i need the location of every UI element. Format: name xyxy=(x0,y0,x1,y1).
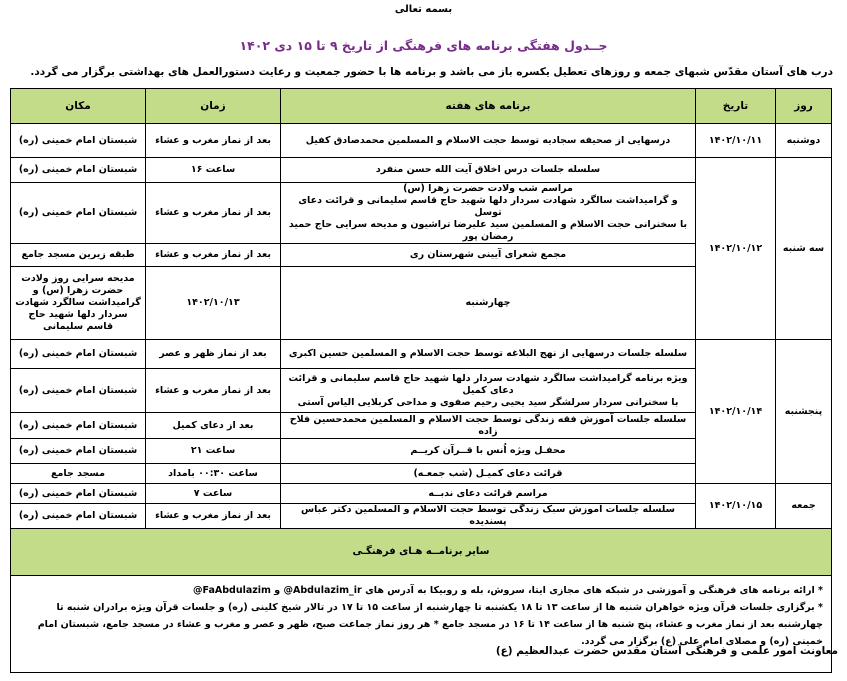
program-cell: محفـل ویژه اُنس با قــرآن کریــم xyxy=(281,439,696,464)
intro-text: درب های آستان مقدّس شبهای جمعه و روزهای تعطیل یکسره باز می باشد و برنامه ها با حضور جمعیت و رعایت دستورالعمل های بهداشتی برگزار می گردد. xyxy=(30,66,833,78)
place-cell: شبستان امام خمینی (ره) xyxy=(11,183,146,244)
time-cell: بعد از دعای کمیل xyxy=(146,413,281,439)
date-cell: ۱۴۰۲/۱۰/۱۵ xyxy=(696,484,776,529)
program-line: مراسم شب ولادت حضرت زهرا (س) xyxy=(403,183,573,194)
place-cell: شبستان امام خمینی (ره) xyxy=(11,413,146,439)
table-header-row xyxy=(11,89,832,124)
note-quran-sessions: * برگزاری جلسات قرآن ویژه خواهران شنبه ها از ساعت ۱۳ تا ۱۸ یکشنبه تا چهارشنبه از ساعت ۱۵ تا ۱۷ در تالار شیخ کلینی (ره) و جلسات قرآن ویژه برادران شنبه تا چهارشنبه بعد از نماز مغرب و عشاء، پنج شنبه ها از ساعت ۱۴ تا ۱۶ در مسجد جامع * هر روز نماز جماعت صبح، ظهر و عصر و مغرب و عشاء در مسجد جامع، شبستان امام خمینی (ره) و مصلای امام علی (ع) برگزار می گردد. xyxy=(37,602,823,647)
program-cell: سلسله جلسات آموزش فقه زندگی توسط حجت الاسلام و المسلمین محمدحسین فلاح زاده xyxy=(281,413,696,439)
handle-faabdulazim[interactable]: @FaAbdulazim xyxy=(193,585,271,596)
program-cell: درسهایی از صحیفه سجادیه توسط حجت الاسلام و المسلمین محمدصادق کفیل xyxy=(281,124,696,158)
place-cell: شبستان امام خمینی (ره) xyxy=(11,124,146,158)
program-cell: مدیحه سرایی روز ولادت حضرت زهرا (س) و گرامیداشت سالگرد شهادت سردار دلها شهید حاج قاسم سلیمانی xyxy=(11,267,146,340)
place-cell: شبستان امام خمینی (ره) xyxy=(11,369,146,413)
program-cell: سلسله جلسات درسهایی از نهج البلاغه توسط حجت الاسلام و المسلمین حسین اکبری xyxy=(281,340,696,369)
date-cell: ۱۴۰۲/۱۰/۱۱ xyxy=(696,124,776,158)
note-and: و xyxy=(274,585,281,596)
program-cell xyxy=(281,183,696,244)
bismillah: بسمه تعالی xyxy=(394,4,453,15)
date-cell: ۱۴۰۲/۱۰/۱۳ xyxy=(146,267,281,340)
time-cell: بعد از نماز ظهر و عصر xyxy=(146,340,281,369)
table-row xyxy=(11,158,832,183)
note-social-text: * ارائه برنامه های فرهنگی و آموزشی در شبکه های مجازی ایتا، سروش، بله و روبیکا به آدرس های xyxy=(365,585,823,596)
program-cell: مراسم قرائت دعای ندبــه xyxy=(281,484,696,504)
time-cell: بعد از نماز مغرب و عشاء xyxy=(146,124,281,158)
program-cell xyxy=(281,369,696,413)
time-cell: بعد از نماز مغرب و عشاء xyxy=(146,244,281,267)
page-title: جــدول هفتگی برنامه های فرهنگی از تاریخ ۹ تا ۱۵ دی ۱۴۰۲ xyxy=(239,38,608,53)
other-programs-title: سایر برنامــه هـای فرهنگـی xyxy=(11,529,832,576)
time-cell: ساعت ۷ xyxy=(146,484,281,504)
note-social xyxy=(19,582,823,599)
col-day: روز xyxy=(776,89,832,124)
col-place: مکان xyxy=(11,89,146,124)
place-cell: شبستان امام خمینی (ره) xyxy=(11,504,146,529)
time-cell: بعد از نماز مغرب و عشاء xyxy=(146,369,281,413)
handle-abdulazim-ir[interactable]: @Abdulazim_ir xyxy=(283,585,362,596)
program-cell: سلسله جلسات درس اخلاق آیت الله حسن منفرد xyxy=(281,158,696,183)
day-cell: دوشنبه xyxy=(776,124,832,158)
place-cell: شبستان امام خمینی (ره) xyxy=(11,439,146,464)
program-cell: قرائت دعای کمیـل (شب جمعـه) xyxy=(281,464,696,484)
notes-row xyxy=(11,576,832,673)
place-cell: شبستان امام خمینی (ره) xyxy=(11,484,146,504)
footer-signature: معاونت امور علمی و فرهنگی آستان مقدس حضرت عبدالعظیم (ع) xyxy=(495,645,838,657)
day-cell: جمعه xyxy=(776,484,832,529)
place-cell: شبستان امام خمینی (ره) xyxy=(11,340,146,369)
col-date: تاریخ xyxy=(696,89,776,124)
date-cell: ۱۴۰۲/۱۰/۱۲ xyxy=(696,158,776,340)
time-cell: ساعت ۲۱ xyxy=(146,439,281,464)
schedule-table xyxy=(10,88,832,673)
other-programs-row xyxy=(11,529,832,576)
table-row xyxy=(11,340,832,369)
time-cell: ساعت ۱۶ xyxy=(146,158,281,183)
program-line: با سخنرانی حجت الاسلام و المسلمین سید علیرضا تراشیون و مدیحه سرایی حاج حمید رمضان پور xyxy=(288,219,688,242)
notes-cell xyxy=(11,576,832,673)
program-line: ویژه برنامه گرامیداشت سالگرد شهادت سردار دلها شهید حاج قاسم سلیمانی و قرائت دعای کمیل xyxy=(288,372,688,396)
place-cell: طبقه زیرین مسجد جامع xyxy=(11,244,146,267)
time-cell: بعد از نماز مغرب و عشاء xyxy=(146,183,281,244)
place-cell: مسجد جامع xyxy=(11,464,146,484)
col-program: برنامه های هفته xyxy=(281,89,696,124)
col-time: زمان xyxy=(146,89,281,124)
day-cell: سه شنبه xyxy=(776,158,832,340)
program-cell: سلسله جلسات آموزش سبک زندگی توسط حجت الاسلام و المسلمین دکتر عباس پسندیده xyxy=(281,504,696,529)
program-line: با سخنرانی سردار سرلشگر سید یحیی رحیم صفوی و مداحی کربلایی الیاس آستی xyxy=(297,396,679,408)
program-line: و گرامیداشت سالگرد شهادت سردار دلها شهید حاج قاسم سلیمانی و قرائت دعای توسل xyxy=(298,195,678,218)
table-row xyxy=(11,484,832,504)
time-cell: ساعت ۰۰:۳۰ بامداد xyxy=(146,464,281,484)
table-row xyxy=(11,124,832,158)
place-cell: شبستان امام خمینی (ره) xyxy=(11,158,146,183)
day-cell: چهارشنبه xyxy=(281,267,696,340)
time-cell: بعد از نماز مغرب و عشاء xyxy=(146,504,281,529)
date-cell: ۱۴۰۲/۱۰/۱۴ xyxy=(696,340,776,484)
program-cell: مجمع شعرای آیینی شهرستان ری xyxy=(281,244,696,267)
day-cell: پنجشنبه xyxy=(776,340,832,484)
